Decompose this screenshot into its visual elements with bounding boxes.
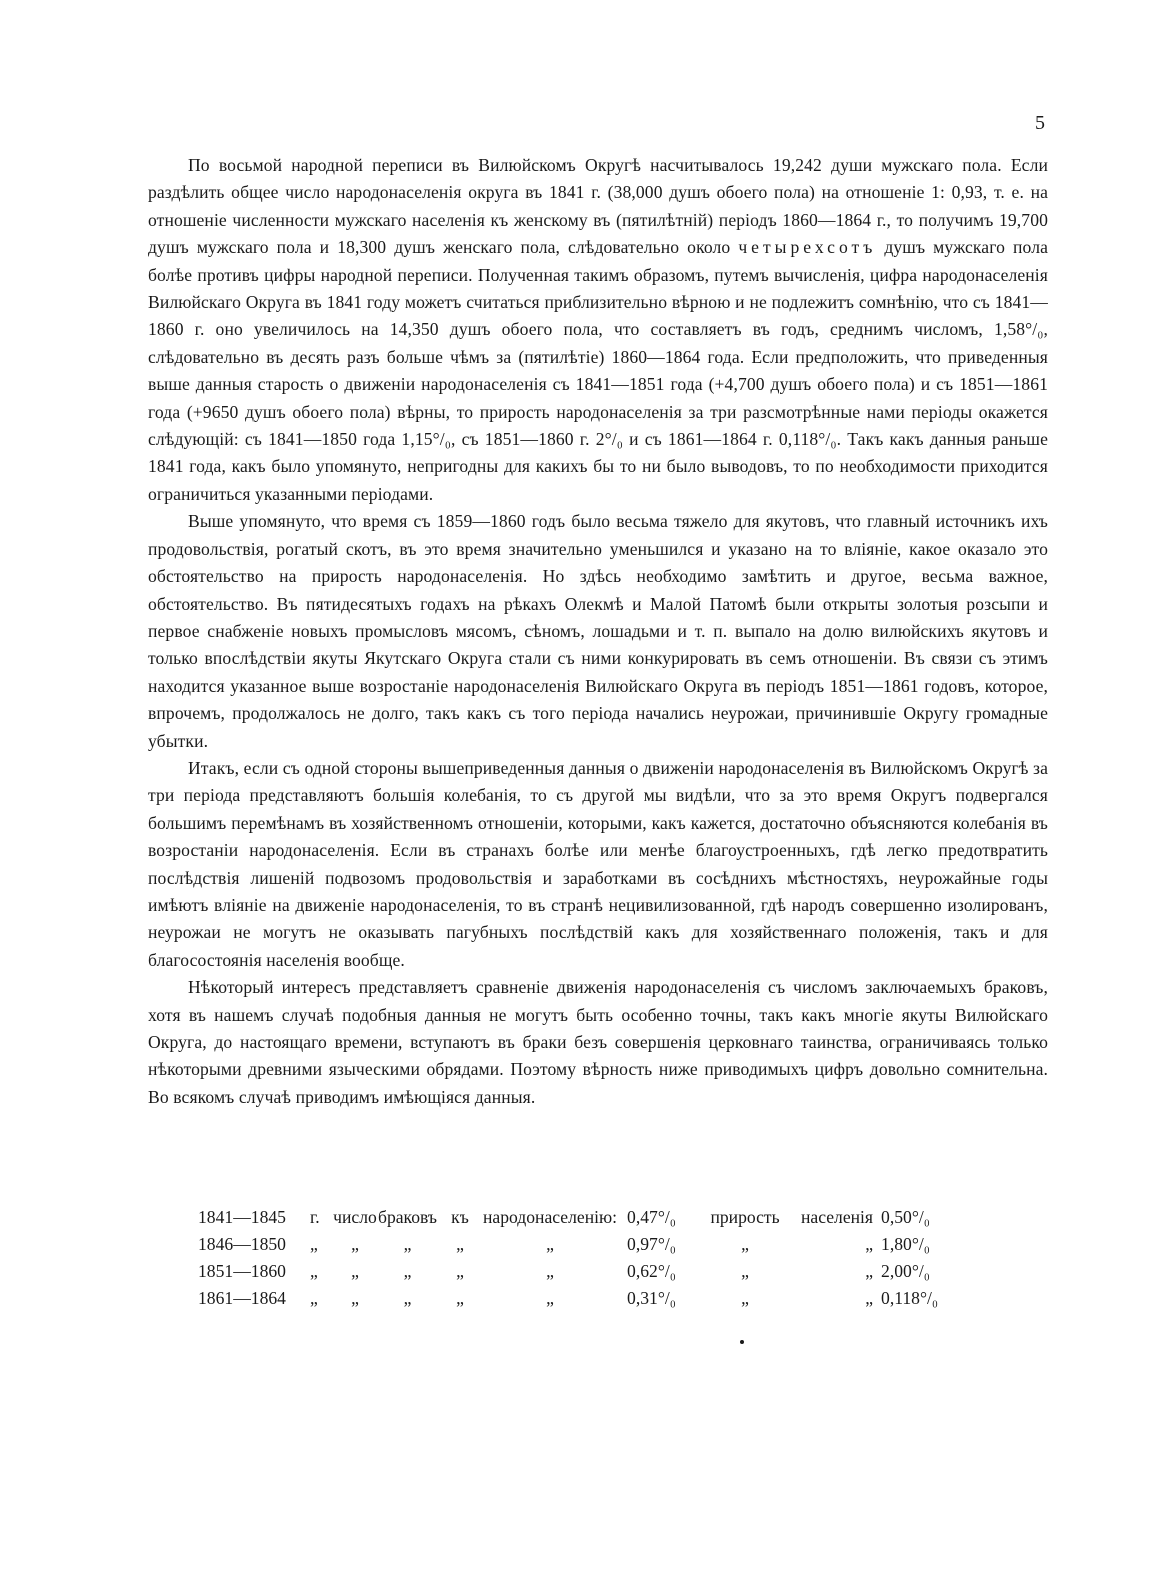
- paragraph: [148, 974, 1048, 1111]
- paragraph: [148, 508, 1048, 755]
- period-cell: 1841—1845: [198, 1207, 286, 1227]
- table-cell: „: [456, 1288, 464, 1308]
- table-cell: „: [351, 1288, 359, 1308]
- table-cell: къ: [451, 1207, 469, 1227]
- paragraph-text: душъ мужскаго пола болѣе противъ цифры народной переписи. Полученная такимъ образомъ, путемъ вычисленія, цифра народонаселенія Вилюйскаго Округа въ 1841 году можетъ считаться приблизительно вѣрною и не подлежитъ сомнѣнію, что съ 1841—1860 г. оно увеличилось на 14,350 душъ обоего пола, что составляетъ въ годъ, среднимъ числомъ, 1,58°/₀, слѣдовательно въ десять разъ больше чѣмъ за (пятилѣтіе) 1860—1864 года. Если предположить, что приведенныя выше данныя старость о движеніи народонаселенія съ 1841—1851 года (+4,700 душъ обоего пола) и съ 1851—1861 года (+9650 душъ обоего пола) вѣрны, то прирость народонаселенія за три разсмотрѣнные нами періоды окажется слѣдующій: съ 1841—1850 года 1,15°/₀, съ 1851—1860 г. 2°/₀ и съ 1861—1864 г. 0,118°/₀. Такъ какъ данныя раньше 1841 года, какъ было упомянуто, непригодны для какихъ бы то ни было выводовъ, то по необходимости приходится ограничиться указанными періодами.: [148, 237, 1048, 504]
- table-cell: „: [403, 1234, 412, 1254]
- growth-rate-cell: 0,50°/₀: [881, 1207, 930, 1227]
- table-cell: „: [351, 1261, 359, 1281]
- table-cell: „: [741, 1288, 749, 1308]
- table-cell: „: [403, 1261, 412, 1281]
- marriage-rate-cell: 0,62°/₀: [627, 1261, 676, 1281]
- table-cell: „: [741, 1234, 749, 1254]
- growth-rate-cell: 0,118°/₀: [881, 1288, 939, 1308]
- paragraph-text: Нѣкоторый интересъ представляетъ сравненіе движенія народонаселенія съ числомъ заключаемыхъ браковъ, хотя въ нашемъ случаѣ подобныя данныя не могутъ быть особенно точны, такъ какъ многіе якуты Вилюйскаго Округа, до настоящаго времени, вступаютъ въ браки безъ совершенія церковнаго таинства, ограничиваясь только нѣкоторыми древними языческими обрядами. Поэтому вѣрность ниже приводимыхъ цифръ довольно сомнительна. Во всякомъ случаѣ приводимъ имѣющіяся данныя.: [148, 977, 1048, 1107]
- table-cell: „: [351, 1234, 359, 1254]
- table-cell: „: [310, 1261, 318, 1281]
- table-cell: число: [333, 1207, 377, 1227]
- period-cell: 1846—1850: [198, 1234, 286, 1254]
- table-cell: „: [310, 1234, 318, 1254]
- paragraph: [148, 152, 1048, 508]
- print-speck: [740, 1340, 744, 1344]
- table-cell: „: [865, 1261, 874, 1281]
- table-cell: народонаселенію:: [482, 1207, 618, 1227]
- paragraph: [148, 755, 1048, 974]
- marriage-rate-cell: 0,31°/₀: [627, 1288, 676, 1308]
- table-row: [198, 1258, 951, 1285]
- table-cell: „: [865, 1288, 874, 1308]
- marriage-rate-cell: 0,47°/₀: [627, 1207, 676, 1227]
- page-number: 5: [1035, 112, 1045, 134]
- table-row: [198, 1285, 951, 1312]
- growth-rate-cell: 1,80°/₀: [881, 1234, 930, 1254]
- table-cell: „: [741, 1261, 749, 1281]
- table-cell: прирость: [710, 1207, 780, 1227]
- table-cell: „: [403, 1288, 412, 1308]
- table-cell: „: [310, 1288, 318, 1308]
- table-cell: г.: [310, 1207, 320, 1227]
- marriage-statistics-table: [198, 1204, 951, 1312]
- table-row: [198, 1231, 951, 1258]
- growth-rate-cell: 2,00°/₀: [881, 1261, 930, 1281]
- table-cell: „: [456, 1261, 464, 1281]
- body-text: [148, 152, 1048, 1111]
- emphasized-text: четырехсотъ: [738, 237, 877, 258]
- table-cell: „: [546, 1261, 554, 1281]
- marriage-rate-cell: 0,97°/₀: [627, 1234, 676, 1254]
- table-row: [198, 1204, 951, 1231]
- period-cell: 1851—1860: [198, 1261, 286, 1281]
- period-cell: 1861—1864: [198, 1288, 286, 1308]
- paragraph-text: Итакъ, если съ одной стороны вышеприведенныя данныя о движеніи народонаселенія въ Вилюйскомъ Округѣ за три періода представляютъ большія колебанія, то съ другой мы видѣли, что за это время Округъ подвергался большимъ перемѣнамъ въ хозяйственномъ отношеніи, которыми, какъ кажется, достаточно объясняются колебанія въ возростаніи народонаселенія. Если въ странахъ болѣе или менѣе благоустроенныхъ, гдѣ легко предотвратить послѣдствія лишеній подвозомъ продовольствія и заработками въ сосѣднихъ мѣстностяхъ, неурожайные годы имѣютъ вліяніе на движеніе народонаселенія, то въ странѣ нецивилизованной, гдѣ народъ совершенно изолированъ, неурожаи не могутъ не оказывать пагубныхъ послѣдствій какъ для хозяйственнаго положенія, такъ и для благосостоянія населенія вообще.: [148, 757, 1048, 970]
- table-cell: „: [456, 1234, 464, 1254]
- paragraph-text: Выше упомянуто, что время съ 1859—1860 годъ было весьма тяжело для якутовъ, что главный источникъ ихъ продовольствія, рогатый скотъ, въ это время значительно уменьшился и указано на то вліяніе, какое оказало это обстоятельство на прирость народонаселенія. Но здѣсь необходимо замѣтить и другое, весьма важное, обстоятельство. Въ пятидесятыхъ годахъ на рѣкахъ Олекмѣ и Малой Патомѣ были открыты золотыя розсыпи и первое снабженіе новыхъ промысловъ мясомъ, сѣномъ, лошадьми и т. п. выпало на долю вилюйскихъ якутовъ и только впослѣдствіи якуты Якутскаго Округа стали съ ними конкурировать въ семъ отношеніи. Въ связи съ этимъ находится указанное выше возростаніе народонаселенія Вилюйскаго Округа въ періодъ 1851—1861 годовъ, которое, впрочемъ, продолжалось не долго, такъ какъ съ того періода начались неурожаи, причинившіе Округу громадные убытки.: [148, 511, 1048, 751]
- table-cell: „: [865, 1234, 874, 1254]
- table-cell: „: [546, 1288, 554, 1308]
- paragraph-text: По восьмой народной переписи въ Вилюйскомъ Округѣ насчитывалось 19,242 души мужскаго пола. Если раздѣлить общее число народонаселенія округа въ 1841 г. (38,000 душъ обоего пола) на отношеніе 1: 0,93, т. е. на отношеніе численности мужскаго населенія къ женскому въ (пятилѣтній) періодъ 1860—1864 г., то получимъ 19,700 душъ мужскаго пола и 18,300 душъ женскаго пола, слѣдовательно около: [148, 155, 1048, 258]
- table-cell: „: [546, 1234, 554, 1254]
- table-cell: браковъ: [378, 1207, 437, 1227]
- table-cell: населенія: [800, 1207, 874, 1227]
